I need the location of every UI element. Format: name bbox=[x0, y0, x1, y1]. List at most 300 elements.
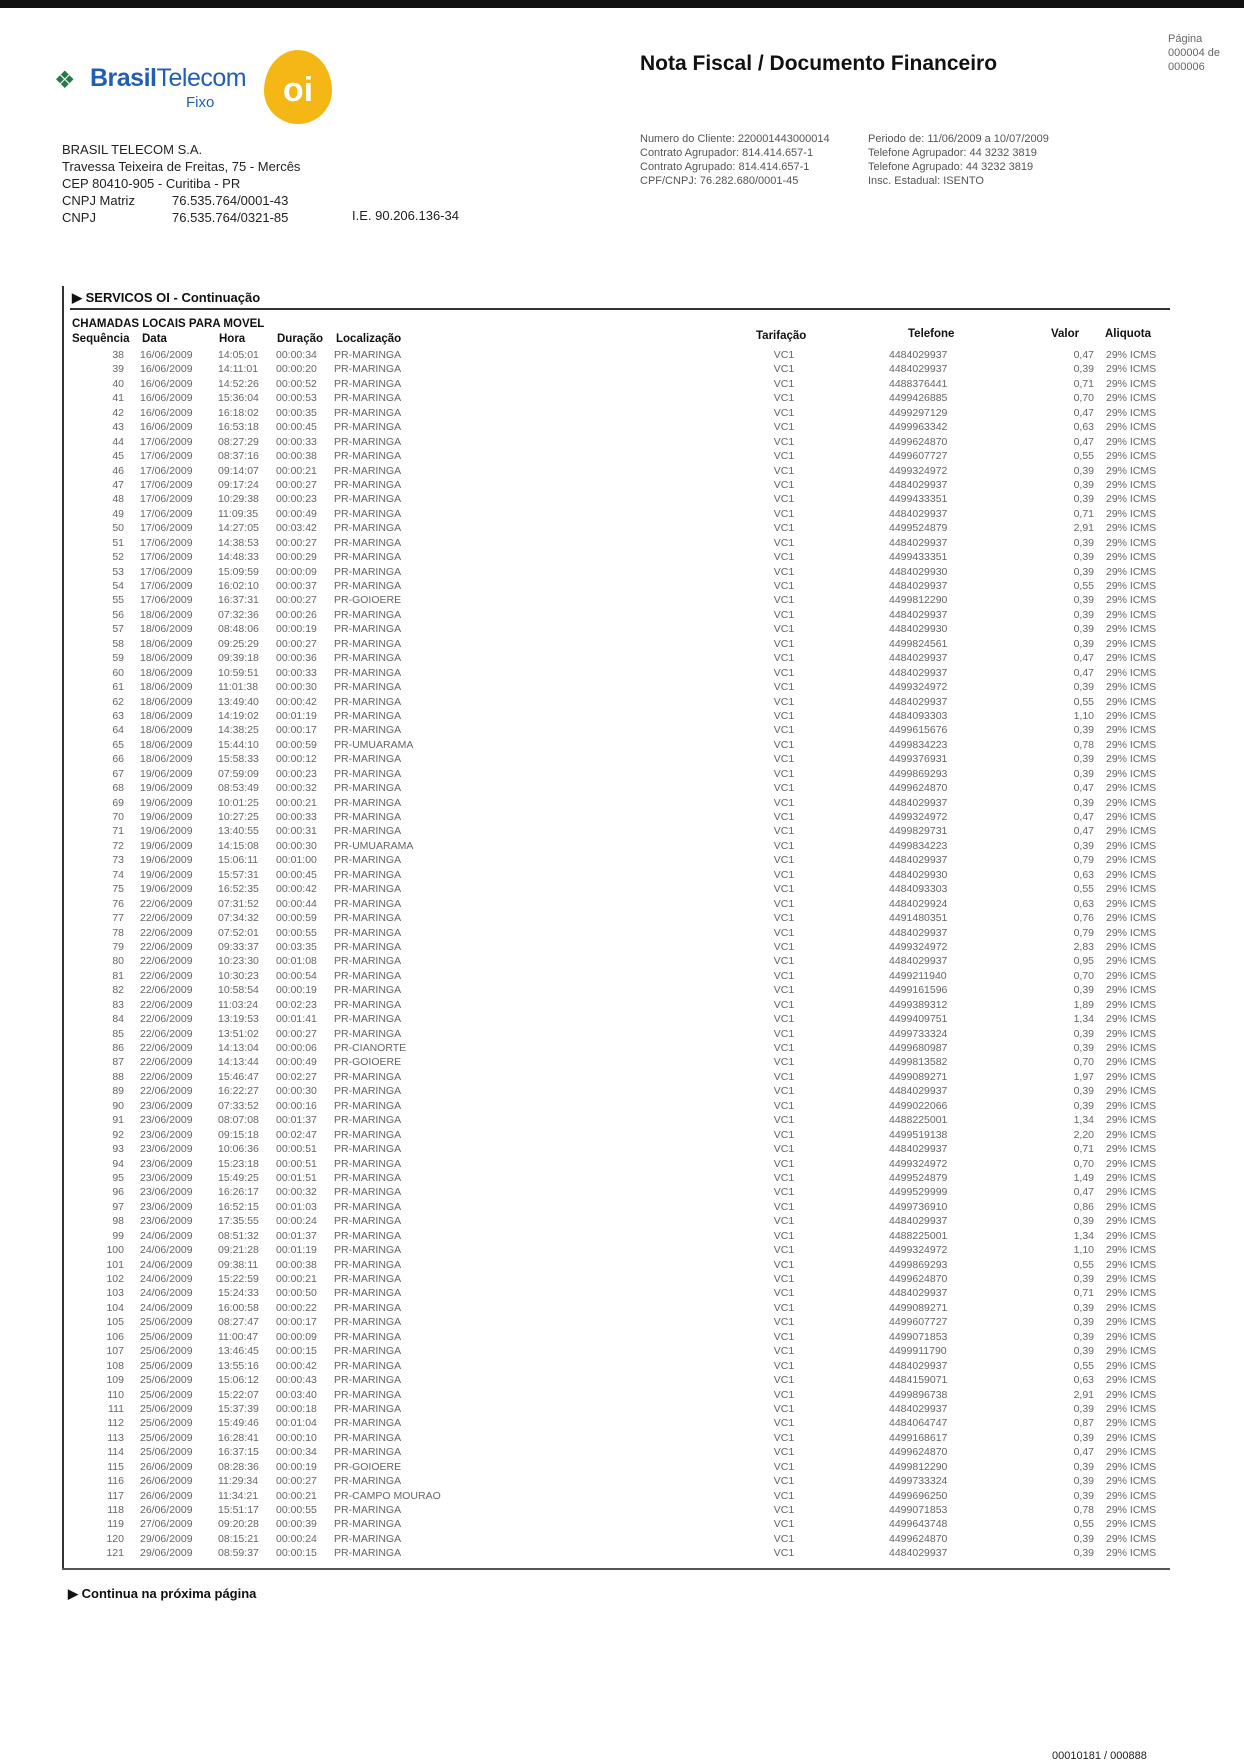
cell-duration: 00:00:19 bbox=[276, 623, 317, 636]
cell-phone: 4484029930 bbox=[889, 623, 948, 636]
cell-duration: 00:00:43 bbox=[276, 1374, 317, 1387]
cell-sequence: 88 bbox=[112, 1070, 124, 1083]
cell-time: 14:38:53 bbox=[218, 536, 259, 549]
cell-tariff: VC1 bbox=[773, 1200, 795, 1213]
cell-duration: 00:00:49 bbox=[276, 1056, 317, 1069]
table-row bbox=[64, 1028, 1174, 1042]
cell-date: 17/06/2009 bbox=[140, 478, 193, 491]
cell-sequence: 93 bbox=[112, 1143, 124, 1156]
cell-duration: 00:00:32 bbox=[276, 1186, 317, 1199]
cell-tax-rate: 29% ICMS bbox=[1106, 392, 1157, 405]
cell-location: PR-MARINGA bbox=[334, 435, 402, 448]
cell-location: PR-MARINGA bbox=[334, 551, 402, 564]
cell-tariff: VC1 bbox=[773, 897, 795, 910]
cell-phone: 4499615676 bbox=[889, 724, 948, 737]
cell-date: 24/06/2009 bbox=[140, 1287, 193, 1300]
cell-phone: 4484029937 bbox=[889, 926, 948, 939]
cell-date: 26/06/2009 bbox=[140, 1504, 193, 1516]
cell-date: 17/06/2009 bbox=[140, 565, 193, 578]
cell-sequence: 60 bbox=[112, 666, 124, 679]
cell-tax-rate: 29% ICMS bbox=[1106, 926, 1157, 939]
cell-value: 0,47 bbox=[1073, 811, 1094, 823]
cell-phone: 4484093303 bbox=[889, 883, 948, 896]
cell-location: PR-MARINGA bbox=[334, 1316, 402, 1329]
cell-sequence: 81 bbox=[112, 969, 124, 982]
table-row bbox=[64, 1230, 1174, 1244]
cell-sequence: 67 bbox=[112, 767, 124, 780]
cell-tax-rate: 29% ICMS bbox=[1106, 594, 1157, 607]
cell-sequence: 64 bbox=[112, 724, 124, 737]
page-indicator bbox=[1168, 32, 1220, 74]
cell-date: 24/06/2009 bbox=[140, 1229, 193, 1242]
cell-duration: 00:00:34 bbox=[276, 1446, 317, 1459]
cell-tax-rate: 29% ICMS bbox=[1106, 1099, 1157, 1112]
cell-value: 0,39 bbox=[1073, 724, 1094, 737]
cell-value: 0,39 bbox=[1073, 1532, 1094, 1545]
brasil-telecom-logo-icon: ❖ bbox=[54, 67, 76, 94]
cell-time: 07:59:09 bbox=[218, 767, 259, 780]
cell-tax-rate: 29% ICMS bbox=[1106, 709, 1157, 722]
cell-location: PR-MARINGA bbox=[334, 1157, 402, 1170]
cell-date: 23/06/2009 bbox=[140, 1171, 193, 1184]
cell-date: 17/06/2009 bbox=[140, 580, 193, 592]
cell-date: 19/06/2009 bbox=[140, 839, 193, 852]
table-row bbox=[64, 436, 1174, 450]
cell-duration: 00:00:30 bbox=[276, 1085, 317, 1098]
cell-time: 10:27:25 bbox=[218, 811, 259, 823]
cell-tax-rate: 29% ICMS bbox=[1106, 1547, 1157, 1560]
page-label: Página bbox=[1168, 33, 1203, 45]
cell-date: 17/06/2009 bbox=[140, 435, 193, 448]
cell-tariff: VC1 bbox=[773, 984, 795, 997]
cell-date: 22/06/2009 bbox=[140, 969, 193, 982]
cell-duration: 00:02:47 bbox=[276, 1128, 317, 1141]
cell-sequence: 106 bbox=[106, 1330, 124, 1343]
cell-value: 0,47 bbox=[1073, 349, 1094, 361]
cell-location: PR-MARINGA bbox=[334, 796, 402, 809]
cell-tax-rate: 29% ICMS bbox=[1106, 421, 1157, 434]
cell-location: PR-MARINGA bbox=[334, 363, 402, 376]
cell-duration: 00:00:38 bbox=[276, 450, 317, 463]
cell-value: 0,63 bbox=[1073, 897, 1094, 910]
cell-tariff: VC1 bbox=[773, 1287, 795, 1300]
cell-phone: 4484029937 bbox=[889, 507, 948, 520]
cell-location: PR-GOIOERE bbox=[334, 1056, 402, 1069]
cell-date: 22/06/2009 bbox=[140, 1056, 193, 1069]
cell-sequence: 48 bbox=[112, 493, 124, 506]
cell-value: 0,86 bbox=[1073, 1200, 1094, 1213]
table-row bbox=[64, 912, 1174, 926]
cell-location: PR-MARINGA bbox=[334, 1446, 402, 1459]
cell-date: 18/06/2009 bbox=[140, 681, 193, 694]
table-row bbox=[64, 1432, 1174, 1446]
telefone-agrupador: Telefone Agrupador: 44 3232 3819 bbox=[868, 147, 1037, 159]
table-row bbox=[64, 392, 1174, 406]
cell-time: 09:14:07 bbox=[218, 464, 259, 477]
table-row bbox=[64, 522, 1174, 536]
cell-value: 0,47 bbox=[1073, 652, 1094, 665]
cell-duration: 00:00:45 bbox=[276, 868, 317, 881]
cell-date: 25/06/2009 bbox=[140, 1374, 193, 1387]
cell-sequence: 116 bbox=[107, 1475, 124, 1488]
cell-tariff: VC1 bbox=[773, 926, 795, 939]
cell-tariff: VC1 bbox=[773, 1532, 795, 1545]
table-row bbox=[64, 1259, 1174, 1273]
cell-duration: 00:00:53 bbox=[276, 392, 317, 405]
cell-date: 22/06/2009 bbox=[140, 940, 193, 953]
cell-sequence: 62 bbox=[112, 695, 124, 708]
cell-duration: 00:01:08 bbox=[276, 955, 317, 968]
cell-tax-rate: 29% ICMS bbox=[1106, 825, 1157, 838]
cell-sequence: 102 bbox=[106, 1273, 124, 1285]
cell-tax-rate: 29% ICMS bbox=[1106, 998, 1157, 1011]
cell-value: 0,39 bbox=[1073, 1489, 1094, 1502]
cell-duration: 00:00:50 bbox=[276, 1287, 317, 1300]
cell-time: 15:49:46 bbox=[218, 1417, 259, 1430]
cell-phone: 4499089271 bbox=[889, 1301, 948, 1314]
cell-tariff: VC1 bbox=[773, 493, 795, 506]
table-row bbox=[64, 1071, 1174, 1085]
cell-tax-rate: 29% ICMS bbox=[1106, 1475, 1157, 1488]
table-row bbox=[64, 970, 1174, 984]
cell-phone: 4484029937 bbox=[889, 955, 948, 968]
cell-date: 22/06/2009 bbox=[140, 955, 193, 968]
cpf-cnpj: CPF/CNPJ: 76.282.680/0001-45 bbox=[640, 175, 799, 187]
cell-location: PR-MARINGA bbox=[334, 637, 402, 650]
cell-value: 1,89 bbox=[1073, 998, 1094, 1011]
table-row bbox=[64, 594, 1174, 608]
cell-time: 09:17:24 bbox=[218, 478, 259, 491]
cell-tax-rate: 29% ICMS bbox=[1106, 464, 1157, 477]
cell-duration: 00:00:34 bbox=[276, 349, 317, 361]
cell-value: 0,47 bbox=[1073, 435, 1094, 448]
cell-date: 26/06/2009 bbox=[140, 1489, 193, 1502]
cell-phone: 4499896738 bbox=[889, 1388, 948, 1401]
section-title: ▶ SERVICOS OI - Continuação bbox=[72, 290, 261, 305]
table-row bbox=[64, 696, 1174, 710]
cell-value: 0,70 bbox=[1073, 1157, 1094, 1170]
cell-sequence: 99 bbox=[112, 1229, 124, 1242]
cell-time: 11:34:21 bbox=[218, 1489, 259, 1502]
cell-date: 22/06/2009 bbox=[140, 1042, 193, 1054]
cell-tariff: VC1 bbox=[773, 1388, 795, 1401]
table-row bbox=[64, 493, 1174, 507]
cell-phone: 4499733324 bbox=[889, 1475, 948, 1488]
table-row bbox=[64, 724, 1174, 738]
cell-date: 19/06/2009 bbox=[140, 782, 193, 795]
brasil-telecom-logo: BrasilTelecom bbox=[90, 64, 247, 92]
cell-phone: 4499297129 bbox=[889, 406, 948, 419]
cell-duration: 00:01:00 bbox=[276, 854, 317, 867]
cell-duration: 00:03:40 bbox=[276, 1388, 317, 1401]
cell-tax-rate: 29% ICMS bbox=[1106, 1504, 1157, 1516]
cell-value: 1,97 bbox=[1073, 1070, 1094, 1083]
cell-time: 14:13:44 bbox=[218, 1056, 259, 1069]
cell-phone: 4484029937 bbox=[889, 608, 948, 621]
cell-date: 22/06/2009 bbox=[140, 1070, 193, 1083]
cell-duration: 00:00:33 bbox=[276, 811, 317, 823]
cell-duration: 00:00:59 bbox=[276, 912, 317, 925]
cell-tariff: VC1 bbox=[773, 594, 795, 607]
cell-value: 0,55 bbox=[1073, 695, 1094, 708]
table-row bbox=[64, 1143, 1174, 1157]
cell-phone: 4499071853 bbox=[889, 1504, 948, 1516]
cell-date: 16/06/2009 bbox=[140, 349, 193, 361]
table-row bbox=[64, 710, 1174, 724]
cell-value: 0,39 bbox=[1073, 681, 1094, 694]
cell-tariff: VC1 bbox=[773, 1186, 795, 1199]
cell-date: 16/06/2009 bbox=[140, 406, 193, 419]
cell-value: 0,55 bbox=[1073, 450, 1094, 463]
cell-duration: 00:00:38 bbox=[276, 1258, 317, 1271]
cell-phone: 4499624870 bbox=[889, 1273, 948, 1285]
cell-date: 29/06/2009 bbox=[140, 1547, 193, 1560]
cell-location: PR-MARINGA bbox=[334, 507, 402, 520]
cell-sequence: 103 bbox=[106, 1287, 124, 1300]
cell-duration: 00:00:30 bbox=[276, 839, 317, 852]
page-current: 000004 de bbox=[1168, 47, 1220, 59]
cell-sequence: 42 bbox=[112, 406, 124, 419]
cell-location: PR-MARINGA bbox=[334, 580, 402, 592]
cell-phone: 4484029937 bbox=[889, 695, 948, 708]
inscricao-estadual: I.E. 90.206.136-34 bbox=[352, 208, 459, 223]
cell-phone: 4484029937 bbox=[889, 1287, 948, 1300]
col-valor: Valor bbox=[1051, 328, 1080, 340]
cell-location: PR-MARINGA bbox=[334, 1215, 402, 1228]
cell-time: 07:33:52 bbox=[218, 1099, 259, 1112]
cell-phone: 4499376931 bbox=[889, 753, 948, 766]
cell-location: PR-MARINGA bbox=[334, 868, 402, 881]
cnpj-matriz-label: CNPJ Matriz bbox=[62, 193, 135, 208]
cell-duration: 00:00:55 bbox=[276, 926, 317, 939]
cell-location: PR-CAMPO MOURAO bbox=[334, 1489, 441, 1502]
cell-location: PR-MARINGA bbox=[334, 695, 402, 708]
client-number: Numero do Cliente: 220001443000014 bbox=[640, 133, 830, 145]
cell-tax-rate: 29% ICMS bbox=[1106, 796, 1157, 809]
cell-phone: 4499696250 bbox=[889, 1489, 948, 1502]
cell-duration: 00:00:36 bbox=[276, 652, 317, 665]
company-address: Travessa Teixeira de Freitas, 75 - Mercês bbox=[62, 159, 301, 174]
cell-sequence: 107 bbox=[106, 1345, 124, 1358]
cell-value: 0,39 bbox=[1073, 1215, 1094, 1228]
cell-tariff: VC1 bbox=[773, 1273, 795, 1285]
table-row bbox=[64, 1042, 1174, 1056]
cell-sequence: 110 bbox=[107, 1388, 124, 1401]
frame-border-bottom bbox=[62, 1568, 1170, 1570]
cell-date: 18/06/2009 bbox=[140, 608, 193, 621]
cell-phone: 4499680987 bbox=[889, 1042, 948, 1054]
cell-time: 16:52:15 bbox=[218, 1200, 259, 1213]
cell-date: 18/06/2009 bbox=[140, 709, 193, 722]
cell-date: 24/06/2009 bbox=[140, 1301, 193, 1314]
cell-time: 08:37:16 bbox=[218, 450, 259, 463]
cell-date: 17/06/2009 bbox=[140, 464, 193, 477]
cell-phone: 4499524879 bbox=[889, 522, 948, 535]
cell-time: 10:30:23 bbox=[218, 969, 259, 982]
table-row bbox=[64, 537, 1174, 551]
cell-tax-rate: 29% ICMS bbox=[1106, 608, 1157, 621]
cell-duration: 00:01:03 bbox=[276, 1200, 317, 1213]
cell-duration: 00:00:21 bbox=[276, 796, 317, 809]
cell-value: 0,47 bbox=[1073, 782, 1094, 795]
cell-value: 0,39 bbox=[1073, 1402, 1094, 1415]
cell-sequence: 75 bbox=[112, 883, 124, 896]
cell-tax-rate: 29% ICMS bbox=[1106, 536, 1157, 549]
cell-time: 09:21:28 bbox=[218, 1244, 259, 1257]
cell-sequence: 76 bbox=[112, 897, 124, 910]
cell-tax-rate: 29% ICMS bbox=[1106, 1417, 1157, 1430]
cell-phone: 4488225001 bbox=[889, 1229, 948, 1242]
cell-time: 17:35:55 bbox=[218, 1215, 259, 1228]
cell-time: 08:27:47 bbox=[218, 1316, 259, 1329]
cell-value: 0,39 bbox=[1073, 984, 1094, 997]
cell-tariff: VC1 bbox=[773, 522, 795, 535]
cell-tariff: VC1 bbox=[773, 1056, 795, 1069]
cell-location: PR-MARINGA bbox=[334, 753, 402, 766]
company-cep: CEP 80410-905 - Curitiba - PR bbox=[62, 176, 241, 191]
cell-sequence: 87 bbox=[112, 1056, 124, 1069]
cell-value: 1,10 bbox=[1073, 709, 1094, 722]
cell-duration: 00:00:42 bbox=[276, 1359, 317, 1372]
cell-tariff: VC1 bbox=[773, 1446, 795, 1459]
cell-tariff: VC1 bbox=[773, 1013, 795, 1026]
cell-phone: 4499324972 bbox=[889, 681, 948, 694]
cell-duration: 00:00:42 bbox=[276, 883, 317, 896]
cell-duration: 00:00:35 bbox=[276, 406, 317, 419]
cell-value: 0,39 bbox=[1073, 493, 1094, 506]
cell-value: 0,39 bbox=[1073, 1042, 1094, 1054]
cell-phone: 4499624870 bbox=[889, 1532, 948, 1545]
document-title: Nota Fiscal / Documento Financeiro bbox=[640, 52, 998, 75]
cell-tax-rate: 29% ICMS bbox=[1106, 1229, 1157, 1242]
cell-duration: 00:02:23 bbox=[276, 998, 317, 1011]
cell-sequence: 46 bbox=[112, 464, 124, 477]
cell-location: PR-MARINGA bbox=[334, 912, 402, 925]
cell-tariff: VC1 bbox=[773, 1431, 795, 1444]
cell-location: PR-MARINGA bbox=[334, 1475, 402, 1488]
cell-phone: 4499733324 bbox=[889, 1027, 948, 1040]
cell-value: 0,55 bbox=[1073, 580, 1094, 592]
table-row bbox=[64, 421, 1174, 435]
cell-value: 0,70 bbox=[1073, 392, 1094, 405]
cell-date: 25/06/2009 bbox=[140, 1345, 193, 1358]
cell-tax-rate: 29% ICMS bbox=[1106, 637, 1157, 650]
cell-sequence: 80 bbox=[112, 955, 124, 968]
cell-sequence: 50 bbox=[112, 522, 124, 535]
cell-date: 18/06/2009 bbox=[140, 623, 193, 636]
cell-location: PR-MARINGA bbox=[334, 1027, 402, 1040]
cell-value: 0,39 bbox=[1073, 478, 1094, 491]
cell-date: 19/06/2009 bbox=[140, 767, 193, 780]
cell-time: 09:38:11 bbox=[218, 1258, 259, 1271]
cell-time: 15:22:07 bbox=[218, 1388, 259, 1401]
cell-duration: 00:00:06 bbox=[276, 1042, 317, 1054]
client-info-left bbox=[640, 132, 830, 188]
cell-tax-rate: 29% ICMS bbox=[1106, 940, 1157, 953]
table-row bbox=[64, 681, 1174, 695]
cell-sequence: 47 bbox=[112, 478, 124, 491]
cell-sequence: 63 bbox=[112, 709, 124, 722]
cell-tax-rate: 29% ICMS bbox=[1106, 1330, 1157, 1343]
cell-time: 08:51:32 bbox=[218, 1229, 259, 1242]
cell-tax-rate: 29% ICMS bbox=[1106, 1258, 1157, 1271]
table-row bbox=[64, 1345, 1174, 1359]
cell-phone: 4499324972 bbox=[889, 464, 948, 477]
cell-value: 0,39 bbox=[1073, 363, 1094, 376]
cell-sequence: 97 bbox=[112, 1200, 124, 1213]
cell-tariff: VC1 bbox=[773, 969, 795, 982]
table-row bbox=[64, 609, 1174, 623]
cell-date: 23/06/2009 bbox=[140, 1157, 193, 1170]
cell-duration: 00:00:21 bbox=[276, 1273, 317, 1285]
cell-time: 15:06:12 bbox=[218, 1374, 259, 1387]
cell-date: 25/06/2009 bbox=[140, 1446, 193, 1459]
cell-sequence: 73 bbox=[112, 854, 124, 867]
table-row bbox=[64, 667, 1174, 681]
cell-value: 0,63 bbox=[1073, 868, 1094, 881]
cell-tax-rate: 29% ICMS bbox=[1106, 969, 1157, 982]
table-row bbox=[64, 1331, 1174, 1345]
cell-tariff: VC1 bbox=[773, 1374, 795, 1387]
cell-date: 19/06/2009 bbox=[140, 883, 193, 896]
cell-tariff: VC1 bbox=[773, 478, 795, 491]
cell-location: PR-MARINGA bbox=[334, 464, 402, 477]
cell-value: 0,79 bbox=[1073, 854, 1094, 867]
cell-value: 0,79 bbox=[1073, 926, 1094, 939]
cell-tax-rate: 29% ICMS bbox=[1106, 1273, 1157, 1285]
cell-phone: 4499071853 bbox=[889, 1330, 948, 1343]
table-row bbox=[64, 1446, 1174, 1460]
table-row bbox=[64, 1215, 1174, 1229]
cell-value: 0,39 bbox=[1073, 551, 1094, 564]
cell-date: 24/06/2009 bbox=[140, 1258, 193, 1271]
cell-tax-rate: 29% ICMS bbox=[1106, 955, 1157, 968]
company-info bbox=[62, 141, 300, 226]
cell-phone: 4499812290 bbox=[889, 1460, 948, 1473]
cell-date: 23/06/2009 bbox=[140, 1215, 193, 1228]
cell-location: PR-MARINGA bbox=[334, 1099, 402, 1112]
cell-time: 13:19:53 bbox=[218, 1013, 259, 1026]
cell-duration: 00:01:37 bbox=[276, 1114, 317, 1127]
table-row bbox=[64, 1287, 1174, 1301]
triangle-icon: ▶ bbox=[68, 1586, 82, 1601]
cell-sequence: 83 bbox=[112, 998, 124, 1011]
cell-tax-rate: 29% ICMS bbox=[1106, 450, 1157, 463]
cell-tariff: VC1 bbox=[773, 1316, 795, 1329]
cell-phone: 4491480351 bbox=[889, 912, 948, 925]
cell-value: 0,39 bbox=[1073, 1330, 1094, 1343]
cell-time: 10:58:54 bbox=[218, 984, 259, 997]
cell-location: PR-MARINGA bbox=[334, 1374, 402, 1387]
cell-duration: 00:00:27 bbox=[276, 1027, 317, 1040]
cell-date: 16/06/2009 bbox=[140, 363, 193, 376]
cell-value: 0,63 bbox=[1073, 421, 1094, 434]
cell-time: 15:24:33 bbox=[218, 1287, 259, 1300]
cell-phone: 4484029937 bbox=[889, 478, 948, 491]
table-row bbox=[64, 898, 1174, 912]
cell-tax-rate: 29% ICMS bbox=[1106, 1287, 1157, 1300]
cell-phone: 4484159071 bbox=[889, 1374, 948, 1387]
cell-date: 22/06/2009 bbox=[140, 897, 193, 910]
cell-tax-rate: 29% ICMS bbox=[1106, 1070, 1157, 1083]
cell-tax-rate: 29% ICMS bbox=[1106, 1316, 1157, 1329]
cell-time: 14:19:02 bbox=[218, 709, 259, 722]
cell-value: 0,78 bbox=[1073, 738, 1094, 751]
cell-phone: 4499324972 bbox=[889, 1244, 948, 1257]
table-row bbox=[64, 840, 1174, 854]
cell-value: 0,55 bbox=[1073, 1359, 1094, 1372]
cell-sequence: 111 bbox=[108, 1402, 124, 1415]
